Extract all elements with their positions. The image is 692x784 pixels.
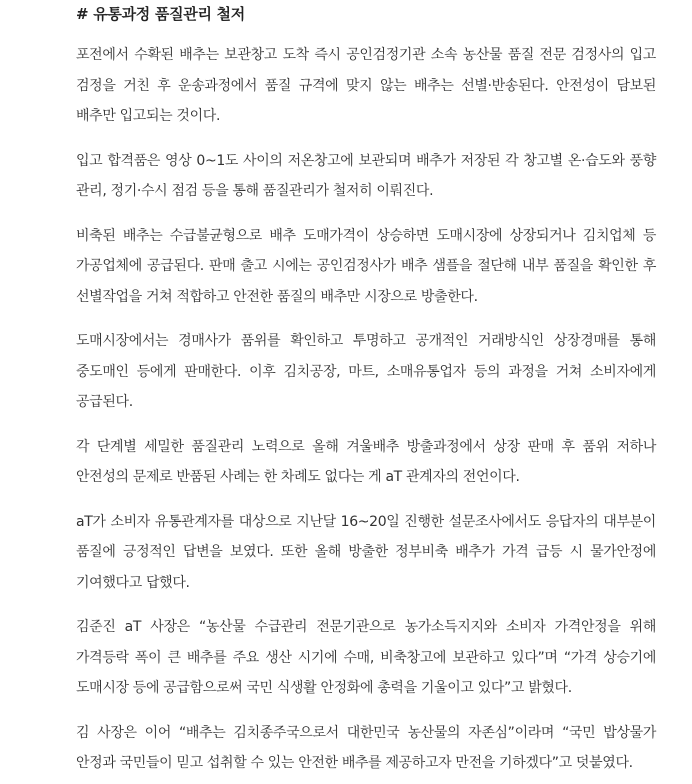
paragraph-7: 김준진 aT 사장은 “농산물 수급관리 전문기관으로 농가소득지지와 소비자 가격안정을 위해 가격등락 폭이 큰 배추를 주요 생산 시기에 수매, 비축창고에 보관하고 있다”며 “가격 상승기에 도매시장 등에 공급함으로써 국민 식생활 안정화에 총력을 기울이고 있다”고 밝혔다.: [76, 619, 656, 696]
paragraph-8: 김 사장은 이어 “배추는 김치종주국으로서 대한민국 농산물의 자존심”이라며 “국민 밥상물가 안정과 국민들이 믿고 섭취할 수 있는 안전한 배추를 제공하고자 만전을 기하겠다”고 덧붙였다.: [76, 724, 656, 771]
paragraph-2: 입고 합격품은 영상 0~1도 사이의 저온창고에 보관되며 배추가 저장된 각 창고별 온·습도와 풍향 관리, 정기·수시 점검 등을 통해 품질관리가 철저히 이뤄진다.: [76, 152, 656, 199]
paragraph-3: 비축된 배추는 수급불균형으로 배추 도매가격이 상승하면 도매시장에 상장되거나 김치업체 등 가공업체에 공급된다. 판매 출고 시에는 공인검정사가 배추 샘플을 절단해 내부 품질을 확인한 후 선별작업을 거쳐 적합하고 안전한 품질의 배추만 시장으로 방출한다.: [76, 227, 656, 305]
paragraph-5: 각 단계별 세밀한 품질관리 노력으로 올해 겨울배추 방출과정에서 상장 판매 후 품위 저하나 안전성의 문제로 반품된 사례는 한 차례도 없다는 게 aT 관계자의 전언이다.: [76, 438, 656, 485]
paragraph-6: aT가 소비자 유통관계자를 대상으로 지난달 16~20일 진행한 설문조사에서도 응답자의 대부분이 품질에 긍정적인 답변을 보였다. 또한 올해 방출한 정부비축 배추가 가격 급등 시 물가안정에 기여했다고 답했다.: [76, 513, 656, 591]
paragraph-1: 포전에서 수확된 배추는 보관창고 도착 즉시 공인검정기관 소속 농산물 품질 전문 검정사의 입고 검정을 거친 후 운송과정에서 품질 규격에 맞지 않는 배추는 선별·반송된다. 안전성이 담보된 배추만 입고되는 것이다.: [76, 47, 656, 124]
paragraph-4: 도매시장에서는 경매사가 품위를 확인하고 투명하고 공개적인 거래방식인 상장경매를 통해 중도매인 등에게 판매한다. 이후 김치공장, 마트, 소매유통업자 등의 과정을 거쳐 소비자에게 공급된다.: [76, 333, 656, 410]
section-heading: # 유통과정 품질관리 철저: [76, 5, 245, 23]
